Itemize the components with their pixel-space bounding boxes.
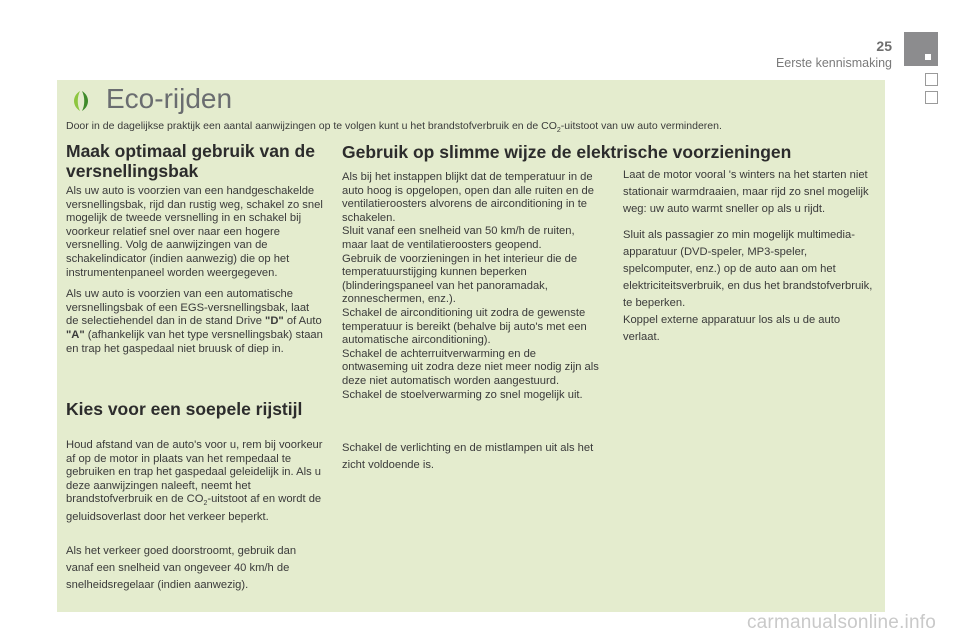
left-column-text-2 bbox=[66, 439, 324, 533]
paragraph-seat-heating: Schakel de stoelverwarming zo snel mogelijk uit. bbox=[342, 388, 583, 401]
watermark: carmanualsonline.info bbox=[746, 612, 936, 633]
paragraph-windows: Sluit vanaf een snelheid van 50 km/h de ruiten, maar laat de ventilatieroosters geopend. bbox=[342, 225, 575, 251]
paragraph-cruise-control: Als het verkeer goed doorstroomt, gebruik dan vanaf een snelheid van ongeveer 40 km/h de snelheidsregelaar (indien aanwezig). bbox=[66, 545, 297, 591]
middle-column-text bbox=[342, 171, 602, 402]
left-column-text-3 bbox=[66, 543, 324, 603]
middle-column-text-2 bbox=[342, 440, 604, 483]
heading-gearbox: Maak optimaal gebruik van de versnellingsbak bbox=[66, 141, 315, 181]
paragraph-external-devices: Koppel externe apparatuur los als u de auto verlaat. bbox=[623, 314, 841, 343]
page-title: Eco-rijden bbox=[106, 83, 233, 114]
paragraph-rear-heating: Schakel de achterruitverwarming en de ontwaseming uit zodra deze niet meer nodig zijn als deze niet automatisch worden aangestuurd. bbox=[342, 347, 599, 387]
paragraph-automatic-gearbox: Als uw auto is voorzien van een automatische versnellingsbak of een EGS-versnellingsbak, laat de selectiehendel dan in de stand Drive "D" of Auto "A" (afhankelijk van het type versnellingsbak) staan en trap het gaspedaal niet bruusk of diep in. bbox=[66, 288, 323, 355]
paragraph-smooth-driving: Houd afstand van de auto's voor u, rem bij voorkeur af op de motor in plaats van het rempedaal te gebruiken en trap het gaspedaal geleidelijk in. Als u deze aanwijzingen naleeft, neemt het brandstofverbruik en de $CO_2$-uitstoot af en wordt de geluidsoverlast door het verkeer beperkt. bbox=[66, 439, 323, 524]
left-column-text bbox=[66, 185, 324, 364]
chapter-tab-marker bbox=[925, 54, 931, 60]
paragraph-airco: Schakel de airconditioning uit zodra de gewenste temperatuur is bereikt (behalve bij auto's met een automatische airconditioning). bbox=[342, 306, 587, 347]
chapter-tab-box bbox=[925, 91, 938, 104]
page-number: 25 bbox=[876, 38, 892, 54]
section-title: Eerste kennismaking bbox=[775, 56, 892, 70]
paragraph-engine-warmup: Laat de motor vooral 's winters na het starten niet stationair warmdraaien, maar rijd zo snel mogelijk weg: uw auto warmt sneller op als u rijdt. bbox=[623, 169, 869, 215]
paragraph-temperature: Als bij het instappen blijkt dat de temperatuur in de auto hoog is opgelopen, open dan alle ruiten en de ventilatieroosters alvorens de airconditioning in te schakelen. bbox=[342, 171, 594, 224]
paragraph-lights: Schakel de verlichting en de mistlampen uit als het zicht voldoende is. bbox=[342, 442, 594, 471]
heading-electrical: Gebruik op slimme wijze de elektrische voorzieningen bbox=[342, 142, 792, 162]
paragraph-multimedia: Sluit als passagier zo min mogelijk multimedia-apparatuur (DVD-speler, MP3-speler, spelcomputer, enz.) op de auto aan om het elektriciteitsverbruik, en dus het brandstofverbruik, te beperken. bbox=[623, 229, 873, 309]
paragraph-manual-gearbox: Als uw auto is voorzien van een handgeschakelde versnellingsbak, rijd dan rustig weg, schakel zo snel mogelijk de tweede versnelling in en schakel bij voorkeur relatief snel over naar een hogere versnelling. Volg de aanwijzingen van de schakelindicator (indien aanwezig) die op het instrumentenpaneel worden weergegeven. bbox=[66, 185, 323, 279]
intro-text: Door in de dagelijkse praktijk een aantal aanwijzingen op te volgen kunt u het brandstofverbruik en de $CO_2$-uitstoot van uw auto verminderen. bbox=[66, 120, 722, 135]
eco-leaf-icon bbox=[69, 90, 93, 112]
paragraph-interior: Gebruik de voorzieningen in het interieur die de temperatuurstijging kunnen beperken (blinderingspaneel van het panoramadak, zonneschermen, enz.). bbox=[342, 252, 578, 306]
right-column-text bbox=[623, 167, 875, 355]
chapter-tab-box bbox=[925, 73, 938, 86]
chapter-tab bbox=[904, 32, 938, 66]
heading-smooth-driving: Kies voor een soepele rijstijl bbox=[66, 399, 303, 419]
